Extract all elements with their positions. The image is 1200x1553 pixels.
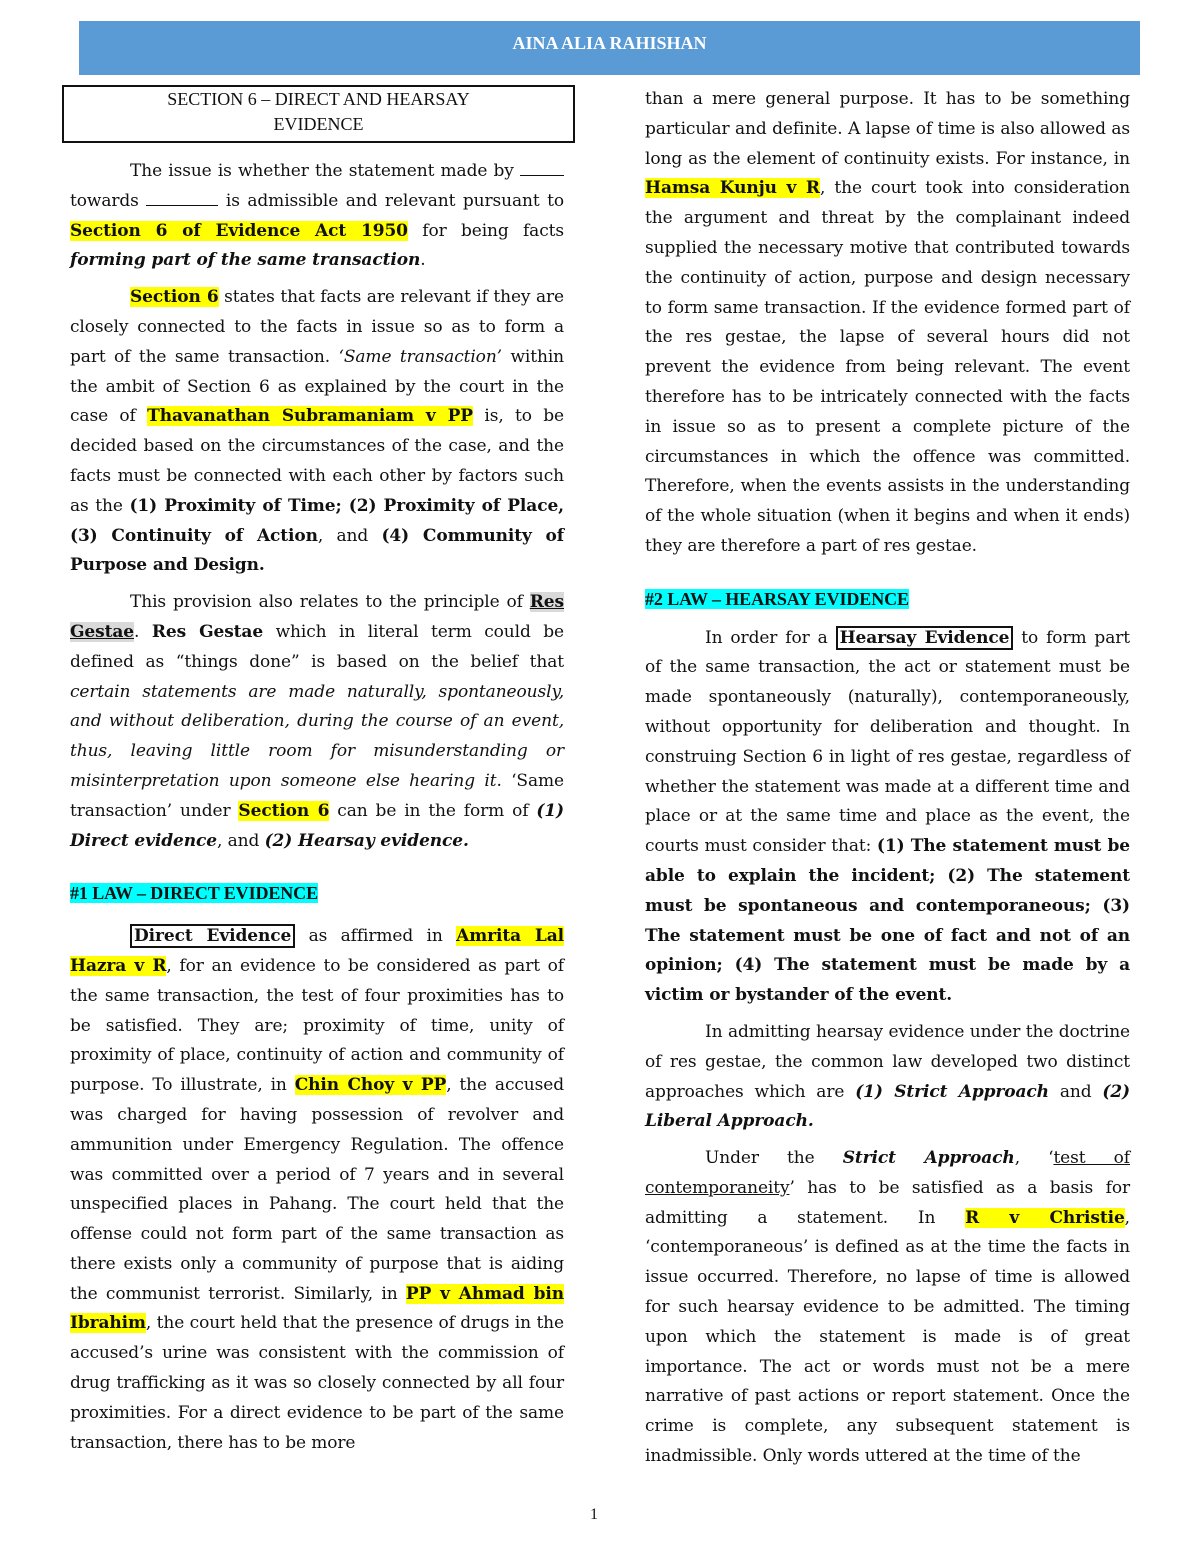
case-ahmad-bin-ibrahim: PP v Ahmad bin Ibrahim [70, 1283, 564, 1334]
page-number: 1 [590, 1506, 598, 1523]
case-chin-choy: Chin Choy v PP [294, 1075, 447, 1096]
highlight-section6-act: Section 6 of Evidence Act 1950 [70, 220, 408, 241]
highlight-section6-b: Section 6 [238, 800, 330, 821]
heading-direct-evidence: #1 LAW – DIRECT EVIDENCE [70, 883, 318, 904]
res-gestae-term: Res Gestae [70, 592, 564, 642]
direct-evidence-term: Direct Evidence [130, 924, 295, 948]
hearsay-paragraph: In order for a Hearsay Evidence to form part of the same transaction, the act or statement must be made spontaneously (naturally), contemporaneously, without opportunity for deliberation and thought. In construing Section 6 in light of res gestae, regardless of whether the statement was made at a different time and place or at the same time and place as the event, the courts must consider that: (1) The statement must be able to explain the incident; (2) The statement must be spontaneous and contemporaneous; (3) The statement must be one of fact and not of an opinion; (4) The statement must be made by a victim or bystander of the event. [645, 627, 1131, 1006]
continuation-paragraph: than a mere general purpose. It has to be something particular and definite. A lapse of time is also allowed as long as the element of continuity exists. For instance, in Hamsa Kunju v R, the court took into consideration the argument and threat by the complainant indeed supplied the necessary motive that contributed towards the continuity of action, purpose and design necessary to form same transaction. If the evidence formed part of the res gestae, the lapse of several hours did not prevent the evidence from being relevant. The event therefore has to be intricately connected with the facts in issue so as to present a complete picture of the circumstances in which the offence was committed. Therefore, when the events assists in the understanding of the whole situation (when it begins and when it ends) they are therefore a part of res gestae. [645, 89, 1130, 556]
blank-line [146, 191, 218, 206]
section6-paragraph: Section 6 states that facts are relevant if they are closely connected to the facts in issue so as to form a part of the same transaction. ‘Same transaction’ within the ambit of Section 6 as explained by the court in the case of Thavanathan Subramaniam v PP is, to be decided based on the circumstances of the case, and the facts must be connected with each other by factors such as the (1) Proximity of Time; (2) Proximity of Place, (3) Continuity of Action, and (4) Community of Purpose and Design. [70, 287, 565, 576]
case-hamsa-kunju: Hamsa Kunju v R [645, 178, 820, 199]
author-banner [79, 21, 1140, 75]
case-amrita-lal: Amrita Lal Hazra v R [70, 926, 565, 976]
highlight-section6: Section 6 [130, 287, 219, 308]
case-r-v-christie: R v Christie [965, 1207, 1125, 1228]
hearsay-evidence-term: Hearsay Evidence [836, 626, 1014, 650]
author-name: AINA ALIA RAHISHAN [512, 33, 707, 53]
intro-paragraph: The issue is whether the statement made by towards is admissible and relevant pursuant to Section 6 of Evidence Act 1950 for being facts forming part of the same transaction. [70, 161, 565, 271]
res-gestae-paragraph: This provision also relates to the principle of Res Gestae. Res Gestae which in literal term could be defined as “things done” is based on the belief that certain statements are made naturally, spontaneously, and without deliberation, during the course of an event, thus, leaving little room for misunderstanding or misinterpretation upon someone else hearing it. ‘Same transaction’ under Section 6 can be in the form of (1) Direct evidence, and (2) Hearsay evidence. [70, 592, 565, 851]
right-column [645, 85, 1130, 1479]
blank-line [520, 161, 564, 176]
section-title-line1: SECTION 6 – DIRECT AND HEARSAY [167, 89, 470, 109]
heading-hearsay-evidence: #2 LAW – HEARSAY EVIDENCE [645, 588, 909, 609]
direct-evidence-paragraph: Direct Evidence as affirmed in Amrita Lal Hazra v R, for an evidence to be considered as part of the same transaction, the test of four proximities has to be satisfied. They are; proximity of time, unity of proximity of place, continuity of action and community of purpose. To illustrate, in Chin Choy v PP, the accused was charged for having possession of revolver and ammunition under Emergency Regulation. The offence was committed over a period of 7 years and in several unspecified places in Pahang. The court held that the offense could not form part of the same transaction as there exists only a community of purpose that is aiding the communist terrorist. Similarly, in PP v Ahmad bin Ibrahim, the court held that the presence of drugs in the accused’s urine was consistent with the commission of drug trafficking as it was so closely connected by all four proximities. For a direct evidence to be part of the same transaction, there has to be more [70, 926, 565, 1453]
case-thavanathan: Thavanathan Subramaniam v PP [147, 406, 473, 427]
approaches-paragraph: In admitting hearsay evidence under the doctrine of res gestae, the common law developed two distinct approaches which are (1) Strict Approach and (2) Liberal Approach. [645, 1021, 1130, 1132]
section-title-box [62, 85, 575, 143]
strict-approach-paragraph: Under the Strict Approach, ‘test of contemporaneity’ has to be satisfied as a basis for admitting a statement. In R v Christie, ‘contemporaneous’ is defined as at the time the facts in issue occurred. Therefore, no lapse of time is allowed for such hearsay evidence to be admitted. The timing upon which the statement is made is of great importance. The act or words must not be a mere narrative of past actions or report statement. Once the crime is complete, any subsequent statement is inadmissible. Only words uttered at the time of the [645, 1148, 1130, 1467]
left-column [70, 157, 564, 1465]
section-title-line2: EVIDENCE [273, 114, 364, 134]
